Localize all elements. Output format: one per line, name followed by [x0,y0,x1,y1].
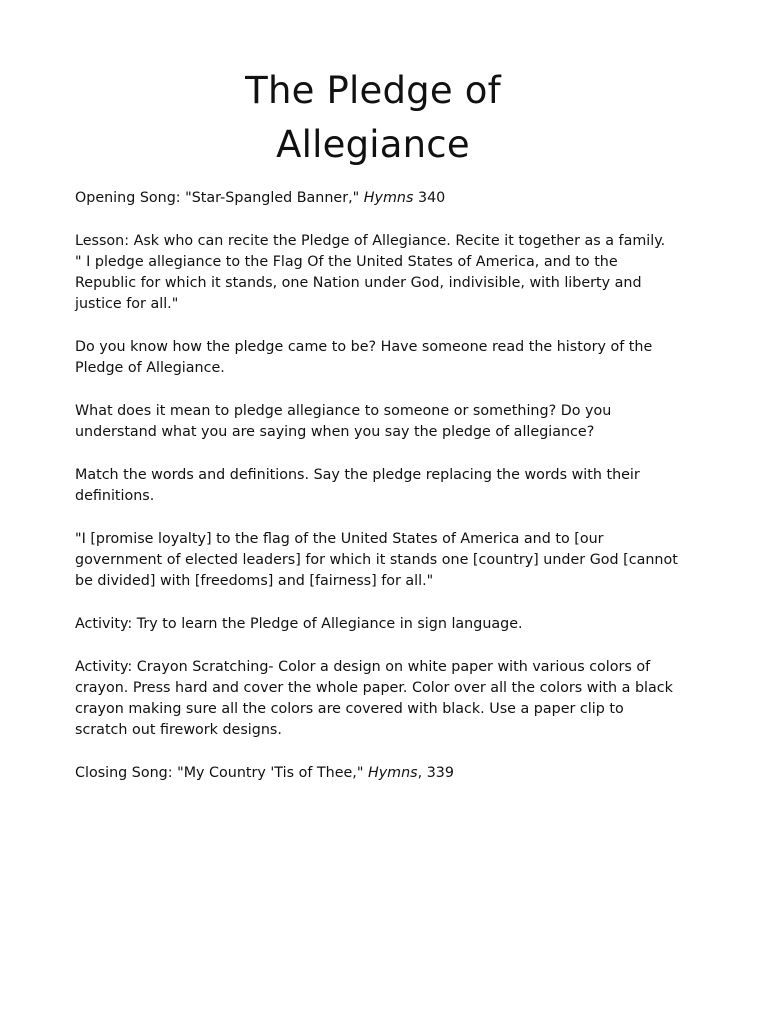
document-body [75,188,680,806]
match-paragraph: Match the words and definitions. Say the pledge replacing the words with their definitions. [75,466,640,505]
lesson-pledge: " I pledge allegiance to the Flag Of the United States of America, and to the Republic for which it stands, one Nation under God, indivisible, with liberty and justice for all." [75,253,642,313]
closing-song-label: Closing Song: "My Country 'Tis of Thee," [75,765,368,782]
opening-song-book: Hymns [363,190,414,206]
closing-song-number: , 339 [417,765,454,782]
closing-song [75,763,680,784]
title-line-2: Allegiance [276,123,470,166]
closing-song-book: Hymns [367,765,418,782]
title-line-1: The Pledge of [245,69,501,112]
meaning-paragraph: What does it mean to pledge allegiance to someone or something? Do you understand what you are saying when you say the pledge of allegiance? [75,402,612,441]
activity-crayon: Activity: Crayon Scratching- Color a design on white paper with various colors of crayon. Press hard and cover the whole paper. Color over all the colors with a black crayon making sure all the colors are covered with black. Use a paper clip to scratch out firework designs. [75,658,673,739]
history-paragraph: Do you know how the pledge came to be? Have someone read the history of the Pledge of Allegiance. [75,339,653,377]
lesson-intro: Lesson: Ask who can recite the Pledge of Allegiance. Recite it together as a family. [75,232,666,249]
activity-sign-language: Activity: Try to learn the Pledge of Allegiance in sign language. [75,615,523,632]
definitions-pledge: "I [promise loyalty] to the flag of the United States of America and to [our government of elected leaders] for which it stands one [country] under God [cannot be divided] with [freedoms] and [fairness] for all." [75,530,678,590]
lesson-paragraph [75,231,680,316]
opening-song-label: Opening Song: "Star-Spangled Banner," [75,190,364,206]
page-title [0,64,746,172]
opening-song [75,188,680,209]
opening-song-number: 340 [413,190,446,206]
